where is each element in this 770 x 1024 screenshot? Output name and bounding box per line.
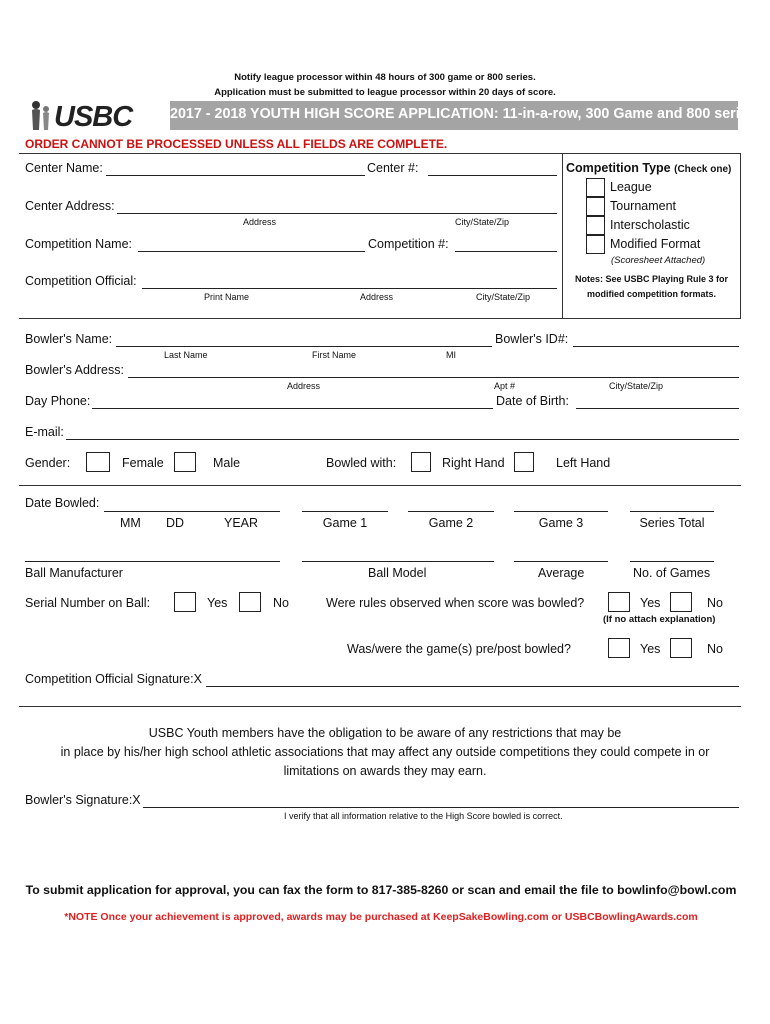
- center-number-field[interactable]: [428, 175, 557, 176]
- bowler-signature-field[interactable]: [143, 807, 739, 808]
- notice-line-2: Application must be submitted to league processor within 20 days of score.: [214, 87, 556, 98]
- modified-format-option: Modified Format: [610, 237, 701, 251]
- mm-label: MM: [120, 516, 141, 530]
- center-name-field[interactable]: [106, 175, 365, 176]
- bowler-id-label: Bowler's ID#:: [495, 332, 569, 346]
- league-checkbox[interactable]: [586, 178, 605, 197]
- rules-no-checkbox[interactable]: [670, 592, 692, 612]
- left-hand-checkbox[interactable]: [514, 452, 534, 472]
- ball-manufacturer-label: Ball Manufacturer: [25, 566, 123, 580]
- female-option: Female: [122, 456, 164, 470]
- competition-name-field[interactable]: [138, 251, 365, 252]
- game-3-field[interactable]: [514, 511, 608, 512]
- bowler-address-field[interactable]: [128, 377, 739, 378]
- bowled-with-label: Bowled with:: [326, 456, 397, 470]
- section-divider-2: [19, 706, 741, 707]
- dob-label: Date of Birth:: [496, 394, 569, 408]
- serial-yes-checkbox[interactable]: [174, 592, 196, 612]
- comp-type-heading: [566, 161, 731, 175]
- notes-line-1: Notes: See USBC Playing Rule 3 for: [574, 274, 729, 284]
- bowler-id-field[interactable]: [573, 346, 739, 347]
- right-hand-option: Right Hand: [442, 456, 505, 470]
- gender-label: Gender:: [25, 456, 71, 470]
- series-total-label: Series Total: [639, 516, 705, 530]
- date-bowled-label: Date Bowled:: [25, 496, 100, 510]
- awards-note: *NOTE Once your achievement is approved, awards may be purchased at KeepSakeBowling.com or USBCBowlingAwards.com: [64, 911, 698, 923]
- dd-label: DD: [166, 516, 185, 530]
- bowler-name-label: Bowler's Name:: [25, 332, 113, 346]
- email-field[interactable]: [66, 439, 739, 440]
- competition-name-label: Competition Name:: [25, 237, 132, 251]
- pre-post-question: Was/were the game(s) pre/post bowled?: [347, 642, 571, 656]
- logo-text: USBC: [54, 101, 133, 133]
- competition-number-field[interactable]: [455, 251, 557, 252]
- game-3-label: Game 3: [538, 516, 584, 530]
- rules-yes-checkbox[interactable]: [608, 592, 630, 612]
- bowler-name-field[interactable]: [116, 346, 492, 347]
- female-checkbox[interactable]: [86, 452, 110, 472]
- official-print-sub: Print Name: [204, 292, 250, 302]
- center-name-label: Center Name:: [25, 161, 103, 175]
- competition-official-label: Competition Official:: [25, 274, 137, 288]
- bowler-apt-sub: Apt #: [494, 381, 516, 391]
- prepost-no-checkbox[interactable]: [670, 638, 692, 658]
- first-name-sub: First Name: [312, 350, 357, 360]
- league-option: League: [610, 180, 652, 194]
- center-city-sub: City/State/Zip: [455, 217, 510, 227]
- rules-note: (If no attach explanation): [603, 614, 716, 625]
- male-checkbox[interactable]: [174, 452, 196, 472]
- right-hand-checkbox[interactable]: [411, 452, 431, 472]
- verify-statement: I verify that all information relative to the High Score bowled is correct.: [284, 811, 563, 821]
- youth-note-line-1: USBC Youth members have the obligation to be aware of any restrictions that may be: [148, 726, 622, 740]
- official-city-sub: City/State/Zip: [476, 292, 531, 302]
- game-2-label: Game 2: [428, 516, 474, 530]
- series-total-field[interactable]: [630, 511, 714, 512]
- dob-field[interactable]: [576, 408, 739, 409]
- form-title: 2017 - 2018 YOUTH HIGH SCORE APPLICATION: 11-in-a-row, 300 Game and 800 series.: [170, 106, 760, 122]
- day-phone-field[interactable]: [92, 408, 493, 409]
- average-field[interactable]: [514, 561, 608, 562]
- day-phone-label: Day Phone:: [25, 394, 91, 408]
- comp-type-check-one: (Check one): [674, 164, 732, 175]
- prepost-no-option: No: [707, 642, 723, 656]
- ball-model-field[interactable]: [302, 561, 494, 562]
- year-label: YEAR: [224, 516, 259, 530]
- email-label: E-mail:: [25, 425, 64, 439]
- bowler-address-label: Bowler's Address:: [25, 363, 124, 377]
- modified-format-checkbox[interactable]: [586, 235, 605, 254]
- prepost-yes-checkbox[interactable]: [608, 638, 630, 658]
- last-name-sub: Last Name: [164, 350, 208, 360]
- left-hand-option: Left Hand: [556, 456, 611, 470]
- bowler-address-sub: Address: [287, 381, 321, 391]
- game-1-field[interactable]: [302, 511, 388, 512]
- scoresheet-note: (Scoresheet Attached): [611, 255, 706, 266]
- center-address-sub: Address: [243, 217, 277, 227]
- number-of-games-field[interactable]: [630, 561, 714, 562]
- competition-official-field[interactable]: [142, 288, 557, 289]
- serial-no-option: No: [273, 596, 289, 610]
- prepost-yes-option: Yes: [640, 642, 661, 656]
- mi-sub: MI: [446, 350, 456, 360]
- tournament-option: Tournament: [610, 199, 677, 213]
- interscholastic-checkbox[interactable]: [586, 216, 605, 235]
- interscholastic-option: Interscholastic: [610, 218, 690, 232]
- incomplete-warning: ORDER CANNOT BE PROCESSED UNLESS ALL FIELDS ARE COMPLETE.: [25, 137, 448, 151]
- official-signature-field[interactable]: [206, 686, 739, 687]
- serial-number-label: Serial Number on Ball:: [25, 596, 151, 610]
- official-signature-label: Competition Official Signature:X: [25, 672, 202, 686]
- comp-type-title: Competition Type: [566, 161, 671, 175]
- tournament-checkbox[interactable]: [586, 197, 605, 216]
- competition-number-label: Competition #:: [368, 237, 449, 251]
- youth-note-line-3: limitations on awards they may earn.: [283, 764, 487, 778]
- average-label: Average: [538, 566, 585, 580]
- center-address-field[interactable]: [117, 213, 557, 214]
- male-option: Male: [213, 456, 241, 470]
- date-bowled-field[interactable]: [104, 511, 280, 512]
- notes-line-2: modified competition formats.: [586, 289, 716, 299]
- serial-no-checkbox[interactable]: [239, 592, 261, 612]
- serial-yes-option: Yes: [207, 596, 228, 610]
- ball-model-label: Ball Model: [368, 566, 427, 580]
- bowler-city-sub: City/State/Zip: [609, 381, 664, 391]
- number-of-games-label: No. of Games: [633, 566, 711, 580]
- center-address-label: Center Address:: [25, 199, 115, 213]
- submit-instructions: To submit application for approval, you can fax the form to 817-385-8260 or scan and email the file to bowlinfo@bowl.com: [25, 883, 737, 897]
- ball-manufacturer-field[interactable]: [25, 561, 280, 562]
- game-2-field[interactable]: [408, 511, 494, 512]
- center-number-label: Center #:: [367, 161, 419, 175]
- rules-yes-option: Yes: [640, 596, 661, 610]
- usbc-logo: [24, 100, 174, 132]
- rules-no-option: No: [707, 596, 723, 610]
- official-address-sub: Address: [360, 292, 394, 302]
- rules-observed-question: Were rules observed when score was bowled?: [326, 596, 585, 610]
- section-divider: [19, 485, 741, 486]
- bowler-signature-label: Bowler's Signature:X: [25, 793, 141, 807]
- game-1-label: Game 1: [322, 516, 368, 530]
- youth-note-line-2: in place by his/her high school athletic associations that may affect any outside competitions they could compete in or: [60, 745, 710, 759]
- notice-line-1: Notify league processor within 48 hours of 300 game or 800 series.: [234, 72, 536, 83]
